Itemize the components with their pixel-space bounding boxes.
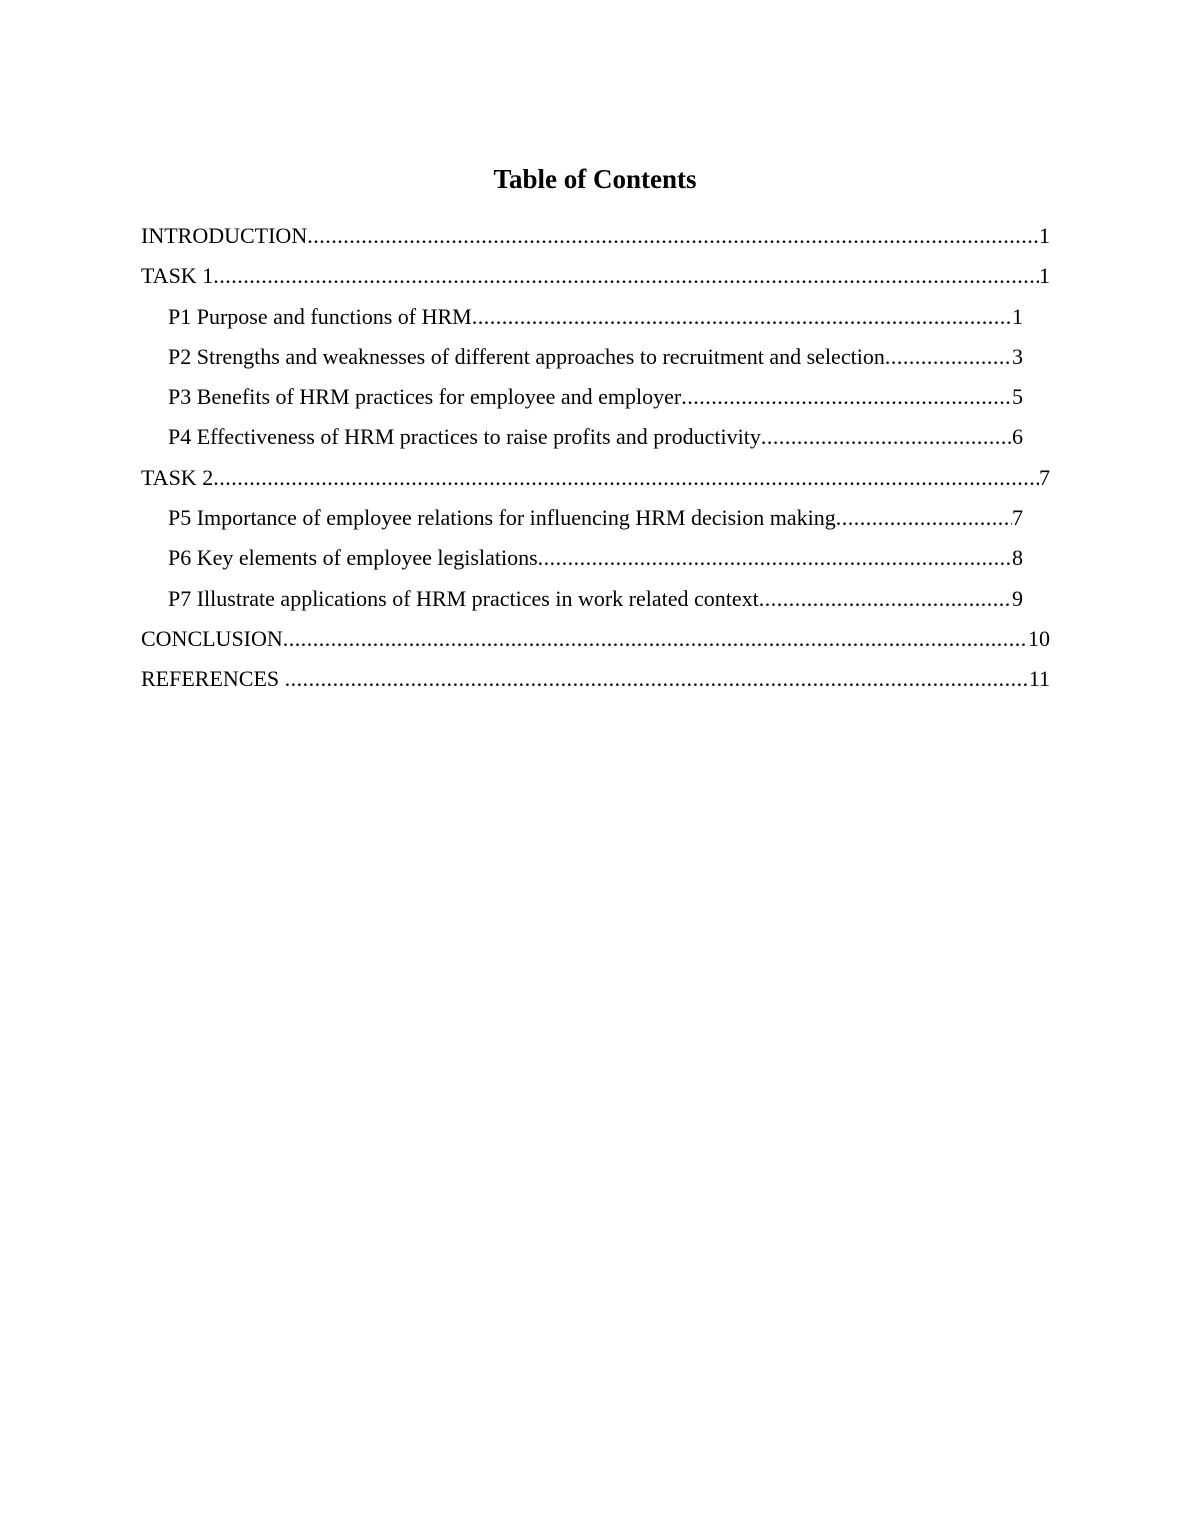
toc-entry-page-number: 3 [1012, 343, 1023, 369]
toc-entry-p4[interactable] [168, 423, 1023, 463]
toc-entry-page-number: 11 [1028, 666, 1050, 692]
toc-entry-page-number: 7 [1012, 505, 1023, 531]
toc-entry-p2[interactable] [168, 343, 1023, 383]
toc-dot-leader [538, 544, 1012, 572]
toc-entry-label: TASK 1 [141, 263, 214, 289]
toc-dot-leader [307, 222, 1039, 250]
toc-entry-page-number: 1 [1012, 303, 1023, 329]
toc-entry-page-number: 8 [1012, 545, 1023, 571]
toc-entry-page-number: 10 [1028, 625, 1050, 651]
toc-entry-introduction[interactable] [141, 222, 1050, 262]
toc-title: Table of Contents [493, 164, 697, 194]
toc-entry-p1[interactable] [168, 303, 1023, 343]
toc-entry-label: REFERENCES [141, 666, 285, 692]
toc-dot-leader [681, 383, 1012, 411]
toc-dot-leader [285, 665, 1029, 693]
toc-dot-leader [761, 423, 1012, 451]
toc-entry-label: P7 Illustrate applications of HRM practices in work related context [168, 585, 759, 611]
toc-entry-label: INTRODUCTION [141, 223, 308, 248]
toc-entry-p7[interactable] [168, 585, 1023, 625]
toc-entry-label: P4 Effectiveness of HRM practices to raise profits and productivity [168, 424, 761, 450]
toc-dot-leader [759, 585, 1012, 613]
toc-entry-label: P3 Benefits of HRM practices for employee and employer [168, 384, 682, 410]
toc-entry-page-number: 1 [1039, 263, 1050, 289]
toc-dot-leader [472, 303, 1012, 331]
toc-list [141, 222, 1050, 706]
toc-entry-page-number: 6 [1012, 424, 1023, 450]
toc-entry-label: CONCLUSION [141, 625, 283, 651]
toc-entry-label: P2 Strengths and weaknesses of different approaches to recruitment and selection [168, 343, 885, 369]
toc-entry-label: P6 Key elements of employee legislations [168, 545, 538, 571]
toc-entry-task-1[interactable] [141, 262, 1050, 302]
toc-entry-label: P1 Purpose and functions of HRM [168, 303, 472, 329]
toc-entry-label: TASK 2 [141, 464, 214, 490]
toc-dot-leader [213, 464, 1039, 492]
toc-dot-leader [885, 343, 1012, 371]
toc-entry-task-2[interactable] [141, 464, 1050, 504]
toc-entry-page-number: 5 [1012, 384, 1023, 410]
toc-entry-page-number: 1 [1039, 223, 1050, 248]
toc-entry-label: P5 Importance of employee relations for influencing HRM decision making [168, 505, 836, 531]
toc-entry-p5[interactable] [168, 504, 1023, 544]
toc-entry-p3[interactable] [168, 383, 1023, 423]
toc-dot-leader [213, 262, 1039, 290]
toc-entry-page-number: 9 [1012, 585, 1023, 611]
toc-entry-conclusion[interactable] [141, 625, 1050, 665]
toc-entry-references[interactable] [141, 665, 1050, 705]
toc-dot-leader [283, 625, 1028, 653]
toc-entry-p6[interactable] [168, 544, 1023, 584]
toc-dot-leader [836, 504, 1012, 532]
toc-entry-page-number: 7 [1039, 464, 1050, 490]
